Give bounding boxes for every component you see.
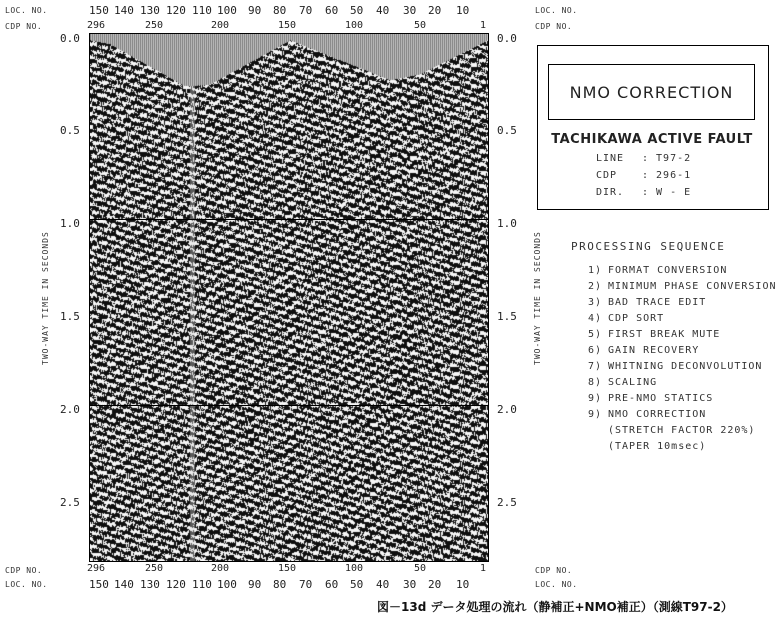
loc-tick: 20 (428, 578, 442, 591)
cdp-tick: 100 (345, 20, 364, 31)
time-tick: 2.0 (497, 403, 517, 416)
cdp-tick: 150 (278, 20, 297, 31)
cdp-tick: 200 (211, 20, 230, 31)
loc-tick: 110 (192, 4, 212, 17)
processing-step: 2) MINIMUM PHASE CONVERSION (588, 281, 777, 292)
loc-tick: 10 (456, 4, 470, 17)
cdp-no-label-top-right: CDP NO. (535, 22, 573, 31)
cdp-tick: 100 (345, 563, 364, 574)
time-tick: 1.5 (60, 310, 80, 323)
processing-step: 1) FORMAT CONVERSION (588, 265, 728, 276)
loc-tick: 120 (166, 578, 186, 591)
time-tick: 0.0 (497, 32, 517, 45)
meta-value: : 296-1 (642, 170, 692, 181)
loc-tick: 30 (403, 4, 417, 17)
processing-step: 4) CDP SORT (588, 313, 665, 324)
loc-no-label-bottom-right: LOC. NO. (535, 580, 578, 589)
timing-line (90, 219, 488, 220)
processing-step: 3) BAD TRACE EDIT (588, 297, 707, 308)
meta-dir (596, 187, 691, 198)
loc-tick: 110 (192, 578, 212, 591)
loc-tick: 120 (166, 4, 186, 17)
processing-step-note: (STRETCH FACTOR 220%) (608, 425, 756, 436)
loc-tick: 130 (140, 4, 160, 17)
meta-cdp (596, 170, 691, 181)
processing-step: 9) NMO CORRECTION (588, 409, 707, 420)
meta-value: : T97-2 (642, 153, 692, 164)
processing-heading: PROCESSING SEQUENCE (571, 240, 726, 253)
time-tick: 0.0 (60, 32, 80, 45)
time-tick: 1.5 (497, 310, 517, 323)
time-axis-title-right: TWO-WAY TIME IN SECONDS (533, 231, 542, 365)
time-tick: 0.5 (60, 124, 80, 137)
loc-tick: 80 (273, 4, 287, 17)
cdp-tick: 150 (278, 563, 297, 574)
cdp-tick: 1 (480, 563, 487, 574)
loc-tick: 20 (428, 4, 442, 17)
loc-no-label-top-right: LOC. NO. (535, 6, 578, 15)
cdp-no-label-bottom-right: CDP NO. (535, 566, 573, 575)
time-axis-title-left: TWO-WAY TIME IN SECONDS (41, 231, 50, 365)
loc-tick: 10 (456, 578, 470, 591)
meta-key: LINE (596, 153, 625, 164)
section-title: NMO CORRECTION (548, 64, 755, 120)
loc-tick: 90 (248, 578, 262, 591)
cdp-tick: 1 (480, 20, 487, 31)
cdp-tick: 50 (414, 20, 427, 31)
loc-no-label-top-left: LOC. NO. (5, 6, 48, 15)
loc-tick: 60 (325, 578, 339, 591)
time-tick: 0.5 (497, 124, 517, 137)
seismic-section (89, 33, 489, 562)
cdp-tick: 200 (211, 563, 230, 574)
time-tick: 2.0 (60, 403, 80, 416)
figure-caption: 図－13d データ処理の流れ（静補正+NMO補正）（測線T97-2） (377, 600, 733, 614)
time-tick: 2.5 (497, 496, 517, 509)
loc-tick: 70 (299, 578, 313, 591)
cdp-no-label-top-left: CDP NO. (5, 22, 43, 31)
loc-tick: 100 (217, 4, 237, 17)
time-tick: 1.0 (60, 217, 80, 230)
meta-value: : W - E (642, 187, 692, 198)
loc-tick: 130 (140, 578, 160, 591)
processing-step: 6) GAIN RECOVERY (588, 345, 700, 356)
time-tick: 1.0 (497, 217, 517, 230)
meta-line (596, 153, 691, 164)
loc-tick: 80 (273, 578, 287, 591)
meta-key: CDP (596, 170, 618, 181)
loc-tick: 90 (248, 4, 262, 17)
timing-line (90, 405, 488, 406)
cdp-tick: 50 (414, 563, 427, 574)
loc-no-label-bottom-left: LOC. NO. (5, 580, 48, 589)
loc-tick: 50 (350, 578, 364, 591)
meta-key: DIR. (596, 187, 625, 198)
seismic-traces (90, 34, 488, 561)
loc-tick: 40 (376, 4, 390, 17)
time-tick: 2.5 (60, 496, 80, 509)
cdp-tick: 250 (145, 20, 164, 31)
loc-tick: 140 (114, 4, 134, 17)
loc-tick: 40 (376, 578, 390, 591)
fault-name: TACHIKAWA ACTIVE FAULT (551, 132, 753, 147)
cdp-tick: 296 (87, 20, 106, 31)
processing-step: 5) FIRST BREAK MUTE (588, 329, 721, 340)
processing-step: 7) WHITNING DECONVOLUTION (588, 361, 763, 372)
cdp-no-label-bottom-left: CDP NO. (5, 566, 43, 575)
loc-tick: 50 (350, 4, 364, 17)
loc-tick: 140 (114, 578, 134, 591)
loc-tick: 100 (217, 578, 237, 591)
loc-tick: 150 (89, 4, 109, 17)
cdp-tick: 250 (145, 563, 164, 574)
loc-tick: 30 (403, 578, 417, 591)
processing-step: 8) SCALING (588, 377, 658, 388)
loc-tick: 150 (89, 578, 109, 591)
cdp-tick: 296 (87, 563, 106, 574)
loc-tick: 70 (299, 4, 313, 17)
loc-tick: 60 (325, 4, 339, 17)
processing-step-note: (TAPER 10msec) (608, 441, 707, 452)
processing-step: 9) PRE-NMO STATICS (588, 393, 714, 404)
